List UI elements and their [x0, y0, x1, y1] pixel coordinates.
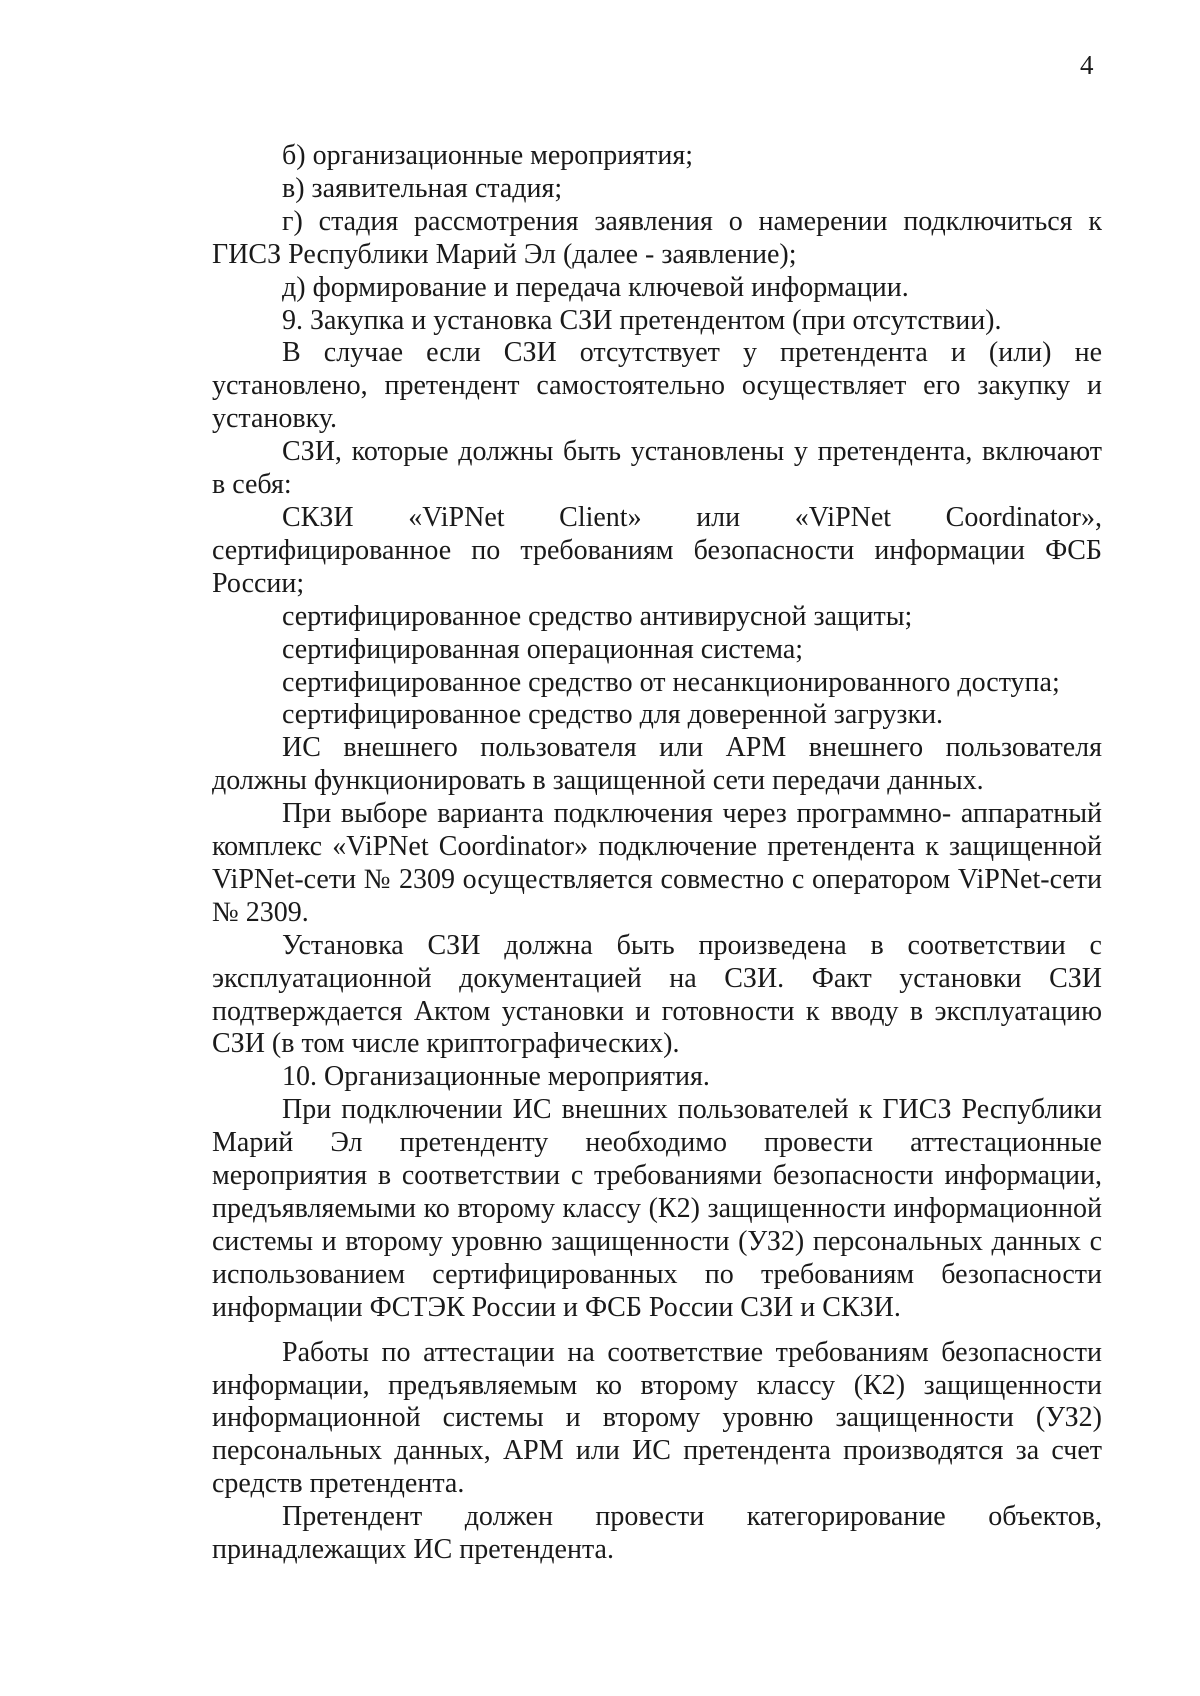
document-body [212, 140, 1102, 1567]
paragraph: г) стадия рассмотрения заявления о намерении подключиться к ГИСЗ Республики Марий Эл (далее - заявление); [212, 205, 1102, 270]
paragraph: В случае если СЗИ отсутствует у претендента и (или) не установлено, претендент самостоятельно осуществляет его закупку и установку. [212, 337, 1102, 435]
paragraph: сертифицированная операционная система; [282, 633, 804, 665]
paragraph: При подключении ИС внешних пользователей к ГИСЗ Республики Марий Эл претенденту необходимо провести аттестационные мероприятия в соответствии с требованиями безопасности информации, предъявляемыми ко второму классу (К2) защищенности информационной системы и второму уровню защищенности (УЗ2) персональных данных с использованием сертифицированных по требованиям безопасности информации ФСТЭК России и ФСБ России СЗИ и СКЗИ. [212, 1094, 1102, 1323]
paragraph: Претендент должен провести категорирование объектов, принадлежащих ИС претендента. [212, 1501, 1102, 1566]
paragraph: Установка СЗИ должна быть произведена в соответствии с эксплуатационной документацией на СЗИ. Факт установки СЗИ подтверждается Актом установки и готовности к вводу в эксплуатацию СЗИ (в том числе криптографических). [212, 929, 1102, 1060]
paragraph: сертифицированное средство от несанкционированного доступа; [282, 666, 1060, 698]
paragraph: 9. Закупка и установка СЗИ претендентом (при отсутствии). [282, 304, 1002, 336]
paragraph: При выборе варианта подключения через программно- аппаратный комплекс «ViPNet Coordinator» подключение претендента к защищенной ViPNet-сети № 2309 осуществляется совместно с оператором ViPNet-сети № 2309. [212, 798, 1102, 928]
paragraph: в) заявительная стадия; [282, 172, 563, 204]
paragraph: д) формирование и передача ключевой информации. [282, 271, 909, 303]
page-number: 4 [1080, 50, 1094, 80]
paragraph: СКЗИ «ViPNet Client» или «ViPNet Coordinator», сертифицированное по требованиям безопасности информации ФСБ России; [212, 501, 1102, 599]
paragraph: б) организационные мероприятия; [282, 140, 693, 171]
paragraph: сертифицированное средство для доверенной загрузки. [282, 699, 944, 731]
paragraph-gap [212, 1325, 1102, 1337]
paragraph: сертифицированное средство антивирусной защиты; [282, 600, 913, 632]
paragraph: СЗИ, которые должны быть установлены у претендента, включают в себя: [212, 436, 1102, 501]
paragraph: ИС внешнего пользователя или АРМ внешнего пользователя должны функционировать в защищенной сети передачи данных. [212, 732, 1102, 797]
paragraph: 10. Организационные мероприятия. [282, 1061, 710, 1093]
paragraph: Работы по аттестации на соответствие требованиям безопасности информации, предъявляемым ко второму классу (К2) защищенности информационной системы и второму уровню защищенности (УЗ2) персональных данных, АРМ или ИС претендента производятся за счет средств претендента. [212, 1336, 1102, 1500]
